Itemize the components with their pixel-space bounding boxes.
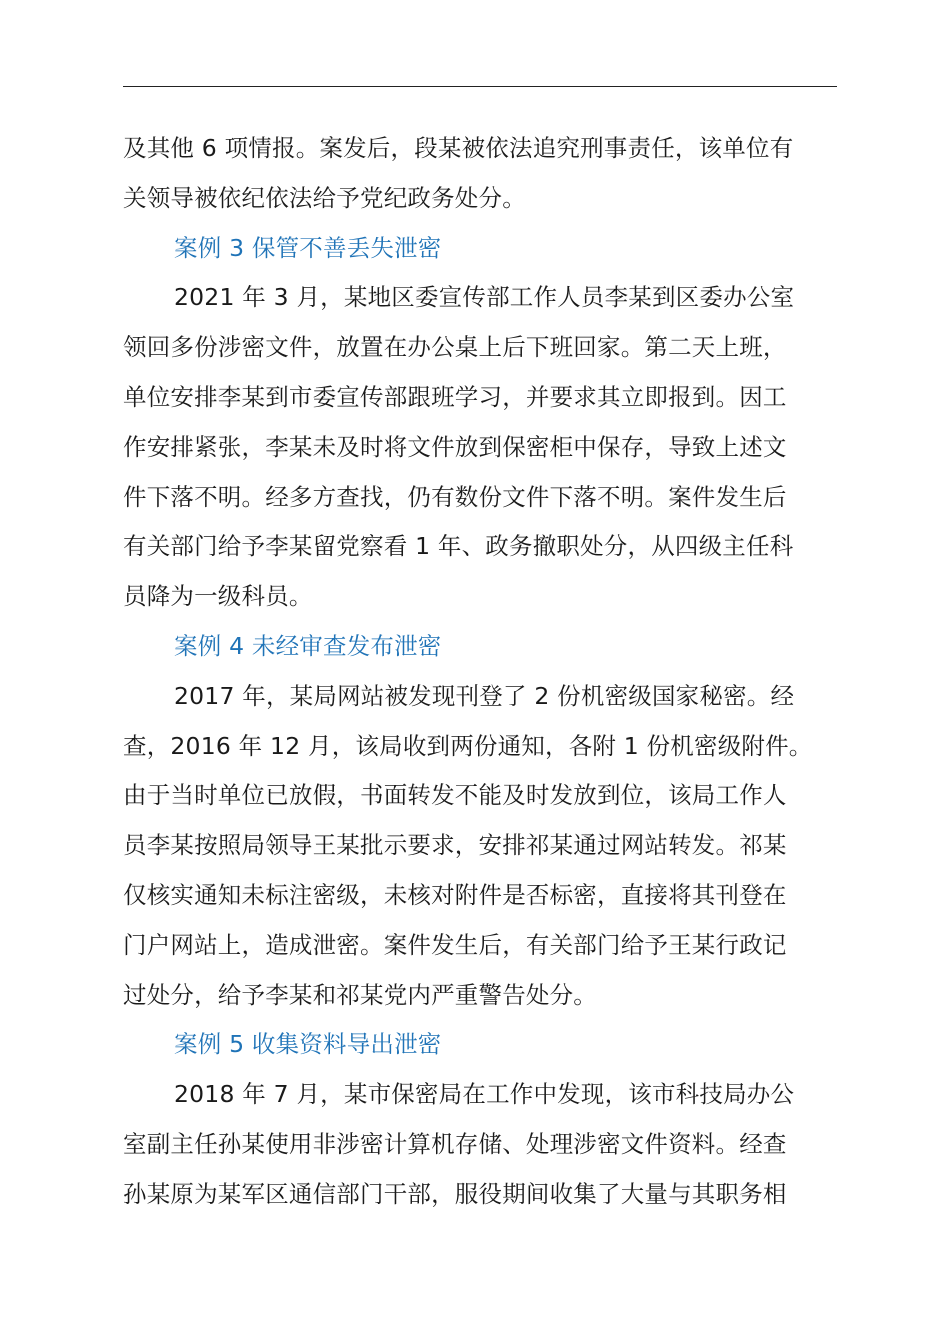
case-5-heading: 案例 5 收集资料导出泄密 <box>174 1030 442 1059</box>
body-line: 2018 年 7 月，某市保密局在工作中发现，该市科技局办公 <box>174 1080 795 1109</box>
body-line: 仅核实通知未标注密级，未核对附件是否标密，直接将其刊登在 <box>123 880 787 909</box>
body-line: 过处分，给予李某和祁某党内严重警告处分。 <box>123 980 597 1009</box>
body-line: 查，2016 年 12 月，该局收到两份通知，各附 1 份机密级附件。 <box>123 731 813 760</box>
body-line: 孙某原为某军区通信部门干部，服役期间收集了大量与其职务相 <box>123 1179 787 1208</box>
body-line: 2017 年，某局网站被发现刊登了 2 份机密级国家秘密。经 <box>174 681 795 710</box>
body-line: 由于当时单位已放假，书面转发不能及时发放到位，该局工作人 <box>123 781 787 810</box>
body-line: 门户网站上，造成泄密。案件发生后，有关部门给予王某行政记 <box>123 930 787 959</box>
body-line: 2021 年 3 月，某地区委宣传部工作人员李某到区委办公室 <box>174 283 795 312</box>
case-4-heading: 案例 4 未经审查发布泄密 <box>174 631 442 660</box>
body-line: 员李某按照局领导王某批示要求，安排祁某通过网站转发。祁某 <box>123 831 787 860</box>
header-rule <box>123 86 837 87</box>
body-line: 室副主任孙某使用非涉密计算机存储、处理涉密文件资料。经查 <box>123 1129 787 1158</box>
case-3-heading: 案例 3 保管不善丢失泄密 <box>174 233 442 262</box>
body-line: 员降为一级科员。 <box>123 582 313 611</box>
body-line: 及其他 6 项情报。案发后，段某被依法追究刑事责任，该单位有 <box>123 134 794 162</box>
body-line: 作安排紧张，李某未及时将文件放到保密柜中保存，导致上述文 <box>123 432 787 461</box>
body-line: 件下落不明。经多方查找，仍有数份文件下落不明。案件发生后 <box>123 482 787 511</box>
body-line: 领回多份涉密文件，放置在办公桌上后下班回家。第二天上班， <box>123 333 787 362</box>
body-line: 关领导被依纪依法给予党纪政务处分。 <box>123 183 526 212</box>
body-line: 有关部门给予李某留党察看 1 年、政务撤职处分，从四级主任科 <box>123 532 794 561</box>
document-body <box>123 124 843 1220</box>
body-line: 单位安排李某到市委宣传部跟班学习，并要求其立即报到。因工 <box>123 382 787 411</box>
